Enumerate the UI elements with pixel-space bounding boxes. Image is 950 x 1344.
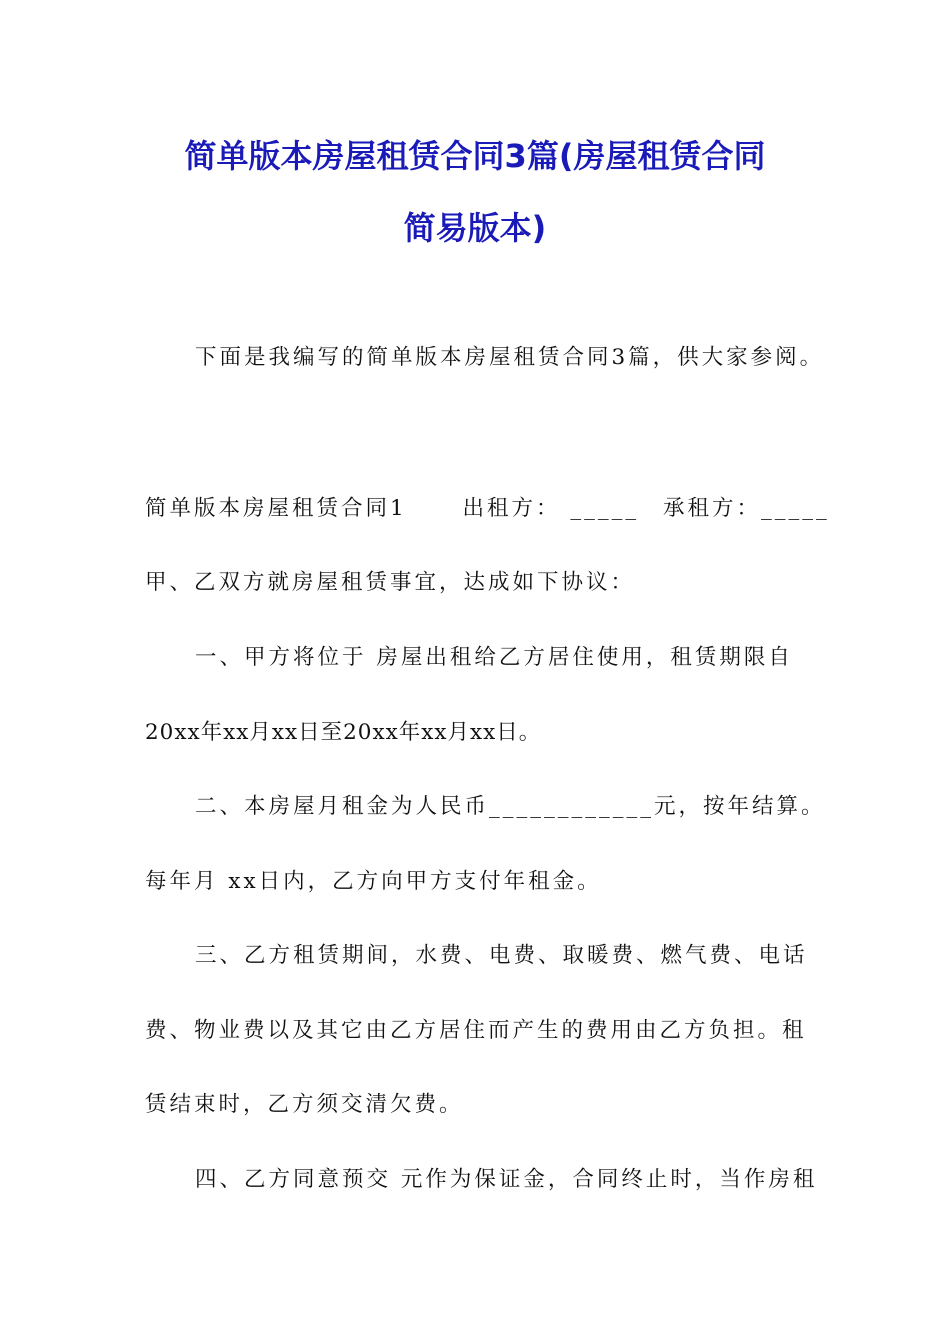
intro-paragraph: 下面是我编写的简单版本房屋租赁合同3篇，供大家参阅。 (195, 345, 825, 370)
lessor-field: 出租方： _____ (462, 496, 640, 521)
paragraph-line: 每年月 xx日内，乙方向甲方支付年租金。 (145, 869, 602, 894)
paragraph-line: 四、乙方同意预交 元作为保证金，合同终止时，当作房租 (195, 1167, 818, 1192)
paragraph-line: 一、甲方将位于 房屋出租给乙方居住使用，租赁期限自 (195, 645, 793, 670)
paragraph-line: 三、乙方租赁期间，水费、电费、取暖费、燃气费、电话 (195, 943, 808, 968)
document-title-line-1: 简单版本房屋租赁合同3篇(房屋租赁合同 (184, 137, 766, 175)
lessee-field: 承租方：_____ (662, 496, 830, 521)
contract-heading-row (145, 494, 830, 524)
paragraph-line: 二、本房屋月租金为人民币____________元，按年结算。 (195, 794, 826, 819)
document-title-line-2: 简易版本) (403, 209, 547, 247)
paragraph-line: 费、物业费以及其它由乙方居住而产生的费用由乙方负担。租 (145, 1018, 807, 1043)
paragraph-line: 20xx年xx月xx日至20xx年xx月xx日。 (145, 720, 542, 745)
contract-heading: 简单版本房屋租赁合同1 (145, 496, 407, 521)
paragraph-line: 甲、乙双方就房屋租赁事宜，达成如下协议： (145, 570, 636, 595)
paragraph-line: 赁结束时，乙方须交清欠费。 (145, 1092, 464, 1117)
